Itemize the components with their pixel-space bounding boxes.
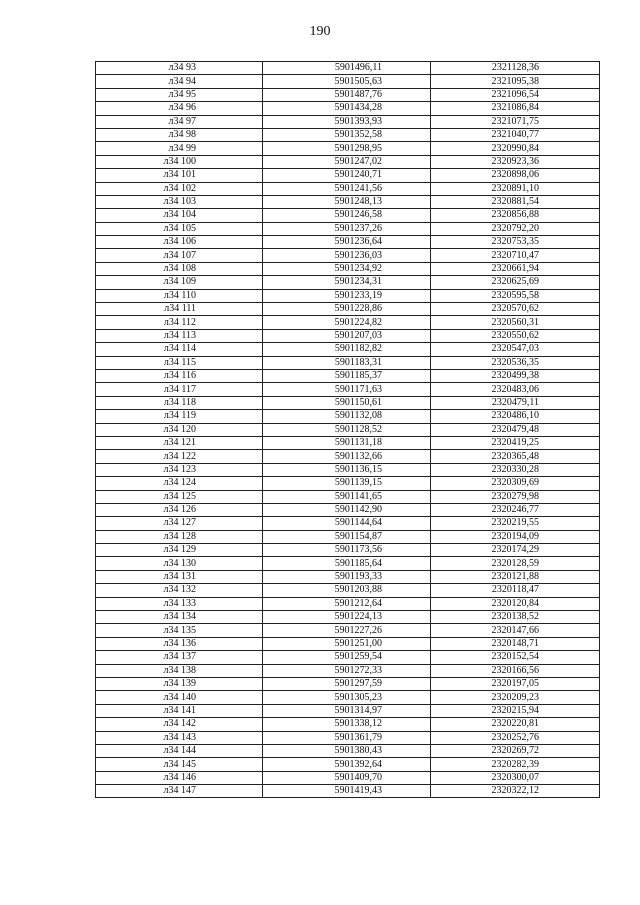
point-id-cell: л34 115 — [96, 356, 263, 369]
y-coordinate-cell: 2320419,25 — [431, 436, 600, 449]
point-id-cell: л34 118 — [96, 396, 263, 409]
x-coordinate-cell: 5901154,87 — [263, 530, 431, 543]
table-row — [96, 62, 600, 75]
table-row — [96, 490, 600, 503]
x-coordinate-cell: 5901234,92 — [263, 262, 431, 275]
point-id-cell: л34 125 — [96, 490, 263, 503]
table-row — [96, 463, 600, 476]
y-coordinate-cell: 2320898,06 — [431, 169, 600, 182]
table-row — [96, 182, 600, 195]
point-id-cell: л34 122 — [96, 450, 263, 463]
table-row — [96, 236, 600, 249]
point-id-cell: л34 111 — [96, 303, 263, 316]
x-coordinate-cell: 5901182,82 — [263, 343, 431, 356]
table-row — [96, 771, 600, 784]
y-coordinate-cell: 2320194,09 — [431, 530, 600, 543]
x-coordinate-cell: 5901142,90 — [263, 503, 431, 516]
x-coordinate-cell: 5901236,03 — [263, 249, 431, 262]
table-row — [96, 450, 600, 463]
point-id-cell: л34 123 — [96, 463, 263, 476]
x-coordinate-cell: 5901338,12 — [263, 718, 431, 731]
y-coordinate-cell: 2320486,10 — [431, 410, 600, 423]
point-id-cell: л34 104 — [96, 209, 263, 222]
x-coordinate-cell: 5901248,13 — [263, 195, 431, 208]
x-coordinate-cell: 5901131,18 — [263, 436, 431, 449]
x-coordinate-cell: 5901224,82 — [263, 316, 431, 329]
x-coordinate-cell: 5901212,64 — [263, 597, 431, 610]
y-coordinate-cell: 2320120,84 — [431, 597, 600, 610]
y-coordinate-cell: 2320322,12 — [431, 785, 600, 798]
point-id-cell: л34 134 — [96, 611, 263, 624]
point-id-cell: л34 102 — [96, 182, 263, 195]
x-coordinate-cell: 5901128,52 — [263, 423, 431, 436]
y-coordinate-cell: 2320570,62 — [431, 303, 600, 316]
x-coordinate-cell: 5901298,95 — [263, 142, 431, 155]
x-coordinate-cell: 5901259,54 — [263, 651, 431, 664]
y-coordinate-cell: 2320269,72 — [431, 744, 600, 757]
x-coordinate-cell: 5901361,79 — [263, 731, 431, 744]
y-coordinate-cell: 2320330,28 — [431, 463, 600, 476]
table-row — [96, 102, 600, 115]
x-coordinate-cell: 5901272,33 — [263, 664, 431, 677]
y-coordinate-cell: 2320209,23 — [431, 691, 600, 704]
point-id-cell: л34 141 — [96, 704, 263, 717]
point-id-cell: л34 112 — [96, 316, 263, 329]
y-coordinate-cell: 2320252,76 — [431, 731, 600, 744]
table-row — [96, 477, 600, 490]
x-coordinate-cell: 5901141,65 — [263, 490, 431, 503]
x-coordinate-cell: 5901305,23 — [263, 691, 431, 704]
y-coordinate-cell: 2321086,84 — [431, 102, 600, 115]
x-coordinate-cell: 5901193,33 — [263, 570, 431, 583]
x-coordinate-cell: 5901185,64 — [263, 557, 431, 570]
point-id-cell: л34 97 — [96, 115, 263, 128]
point-id-cell: л34 101 — [96, 169, 263, 182]
y-coordinate-cell: 2320923,36 — [431, 155, 600, 168]
point-id-cell: л34 99 — [96, 142, 263, 155]
y-coordinate-cell: 2320990,84 — [431, 142, 600, 155]
y-coordinate-cell: 2320148,71 — [431, 637, 600, 650]
y-coordinate-cell: 2320279,98 — [431, 490, 600, 503]
x-coordinate-cell: 5901380,43 — [263, 744, 431, 757]
table-row — [96, 169, 600, 182]
point-id-cell: л34 108 — [96, 262, 263, 275]
table-row — [96, 718, 600, 731]
point-id-cell: л34 127 — [96, 517, 263, 530]
coordinates-table — [95, 61, 600, 798]
x-coordinate-cell: 5901419,43 — [263, 785, 431, 798]
y-coordinate-cell: 2320547,03 — [431, 343, 600, 356]
y-coordinate-cell: 2320166,56 — [431, 664, 600, 677]
table-row — [96, 316, 600, 329]
y-coordinate-cell: 2320792,20 — [431, 222, 600, 235]
y-coordinate-cell: 2320246,77 — [431, 503, 600, 516]
x-coordinate-cell: 5901314,97 — [263, 704, 431, 717]
point-id-cell: л34 135 — [96, 624, 263, 637]
y-coordinate-cell: 2321128,36 — [431, 62, 600, 75]
point-id-cell: л34 146 — [96, 771, 263, 784]
y-coordinate-cell: 2320536,35 — [431, 356, 600, 369]
table-row — [96, 758, 600, 771]
y-coordinate-cell: 2320550,62 — [431, 329, 600, 342]
table-row — [96, 436, 600, 449]
y-coordinate-cell: 2320219,55 — [431, 517, 600, 530]
x-coordinate-cell: 5901297,59 — [263, 677, 431, 690]
point-id-cell: л34 119 — [96, 410, 263, 423]
x-coordinate-cell: 5901409,70 — [263, 771, 431, 784]
point-id-cell: л34 117 — [96, 383, 263, 396]
point-id-cell: л34 98 — [96, 128, 263, 141]
point-id-cell: л34 145 — [96, 758, 263, 771]
x-coordinate-cell: 5901251,00 — [263, 637, 431, 650]
table-row — [96, 289, 600, 302]
point-id-cell: л34 103 — [96, 195, 263, 208]
x-coordinate-cell: 5901139,15 — [263, 477, 431, 490]
y-coordinate-cell: 2320560,31 — [431, 316, 600, 329]
x-coordinate-cell: 5901496,11 — [263, 62, 431, 75]
table-row — [96, 637, 600, 650]
table-row — [96, 128, 600, 141]
y-coordinate-cell: 2321095,38 — [431, 75, 600, 88]
y-coordinate-cell: 2320753,35 — [431, 236, 600, 249]
y-coordinate-cell: 2320118,47 — [431, 584, 600, 597]
point-id-cell: л34 110 — [96, 289, 263, 302]
x-coordinate-cell: 5901352,58 — [263, 128, 431, 141]
point-id-cell: л34 136 — [96, 637, 263, 650]
point-id-cell: л34 129 — [96, 544, 263, 557]
y-coordinate-cell: 2320483,06 — [431, 383, 600, 396]
y-coordinate-cell: 2320197,05 — [431, 677, 600, 690]
y-coordinate-cell: 2320661,94 — [431, 262, 600, 275]
x-coordinate-cell: 5901144,64 — [263, 517, 431, 530]
x-coordinate-cell: 5901505,63 — [263, 75, 431, 88]
table-row — [96, 262, 600, 275]
table-row — [96, 677, 600, 690]
table-row — [96, 142, 600, 155]
table-row — [96, 75, 600, 88]
table-row — [96, 517, 600, 530]
point-id-cell: л34 147 — [96, 785, 263, 798]
x-coordinate-cell: 5901132,66 — [263, 450, 431, 463]
y-coordinate-cell: 2320300,07 — [431, 771, 600, 784]
table-row — [96, 597, 600, 610]
page-number: 190 — [309, 24, 331, 39]
x-coordinate-cell: 5901224,13 — [263, 611, 431, 624]
x-coordinate-cell: 5901240,71 — [263, 169, 431, 182]
y-coordinate-cell: 2320220,81 — [431, 718, 600, 731]
x-coordinate-cell: 5901203,88 — [263, 584, 431, 597]
y-coordinate-cell: 2320479,11 — [431, 396, 600, 409]
table-row — [96, 744, 600, 757]
point-id-cell: л34 131 — [96, 570, 263, 583]
point-id-cell: л34 106 — [96, 236, 263, 249]
x-coordinate-cell: 5901393,93 — [263, 115, 431, 128]
table-row — [96, 383, 600, 396]
point-id-cell: л34 113 — [96, 329, 263, 342]
x-coordinate-cell: 5901234,31 — [263, 276, 431, 289]
y-coordinate-cell: 2320881,54 — [431, 195, 600, 208]
y-coordinate-cell: 2320625,69 — [431, 276, 600, 289]
point-id-cell: л34 114 — [96, 343, 263, 356]
point-id-cell: л34 105 — [96, 222, 263, 235]
x-coordinate-cell: 5901392,64 — [263, 758, 431, 771]
point-id-cell: л34 93 — [96, 62, 263, 75]
point-id-cell: л34 116 — [96, 369, 263, 382]
x-coordinate-cell: 5901487,76 — [263, 88, 431, 101]
table-row — [96, 691, 600, 704]
x-coordinate-cell: 5901247,02 — [263, 155, 431, 168]
point-id-cell: л34 128 — [96, 530, 263, 543]
x-coordinate-cell: 5901173,56 — [263, 544, 431, 557]
point-id-cell: л34 107 — [96, 249, 263, 262]
table-row — [96, 503, 600, 516]
table-row — [96, 369, 600, 382]
y-coordinate-cell: 2320479,48 — [431, 423, 600, 436]
x-coordinate-cell: 5901246,58 — [263, 209, 431, 222]
table-row — [96, 731, 600, 744]
table-row — [96, 651, 600, 664]
y-coordinate-cell: 2321071,75 — [431, 115, 600, 128]
x-coordinate-cell: 5901227,26 — [263, 624, 431, 637]
table-row — [96, 423, 600, 436]
y-coordinate-cell: 2321040,77 — [431, 128, 600, 141]
table-row — [96, 584, 600, 597]
table-row — [96, 303, 600, 316]
x-coordinate-cell: 5901241,56 — [263, 182, 431, 195]
x-coordinate-cell: 5901237,26 — [263, 222, 431, 235]
y-coordinate-cell: 2320309,69 — [431, 477, 600, 490]
x-coordinate-cell: 5901236,64 — [263, 236, 431, 249]
x-coordinate-cell: 5901136,15 — [263, 463, 431, 476]
x-coordinate-cell: 5901132,08 — [263, 410, 431, 423]
table-row — [96, 276, 600, 289]
x-coordinate-cell: 5901434,28 — [263, 102, 431, 115]
point-id-cell: л34 120 — [96, 423, 263, 436]
table-row — [96, 544, 600, 557]
point-id-cell: л34 140 — [96, 691, 263, 704]
table-row — [96, 249, 600, 262]
table-row — [96, 88, 600, 101]
point-id-cell: л34 130 — [96, 557, 263, 570]
point-id-cell: л34 121 — [96, 436, 263, 449]
table-row — [96, 785, 600, 798]
table-row — [96, 570, 600, 583]
table-row — [96, 329, 600, 342]
y-coordinate-cell: 2320128,59 — [431, 557, 600, 570]
point-id-cell: л34 96 — [96, 102, 263, 115]
point-id-cell: л34 95 — [96, 88, 263, 101]
table-row — [96, 410, 600, 423]
y-coordinate-cell: 2321096,54 — [431, 88, 600, 101]
y-coordinate-cell: 2320856,88 — [431, 209, 600, 222]
point-id-cell: л34 139 — [96, 677, 263, 690]
point-id-cell: л34 138 — [96, 664, 263, 677]
y-coordinate-cell: 2320499,38 — [431, 369, 600, 382]
x-coordinate-cell: 5901228,86 — [263, 303, 431, 316]
table-row — [96, 611, 600, 624]
x-coordinate-cell: 5901150,61 — [263, 396, 431, 409]
table-row — [96, 343, 600, 356]
y-coordinate-cell: 2320147,66 — [431, 624, 600, 637]
point-id-cell: л34 137 — [96, 651, 263, 664]
point-id-cell: л34 109 — [96, 276, 263, 289]
table-row — [96, 530, 600, 543]
y-coordinate-cell: 2320174,29 — [431, 544, 600, 557]
y-coordinate-cell: 2320138,52 — [431, 611, 600, 624]
point-id-cell: л34 144 — [96, 744, 263, 757]
table-row — [96, 356, 600, 369]
x-coordinate-cell: 5901233,19 — [263, 289, 431, 302]
y-coordinate-cell: 2320365,48 — [431, 450, 600, 463]
table-row — [96, 209, 600, 222]
y-coordinate-cell: 2320215,94 — [431, 704, 600, 717]
y-coordinate-cell: 2320891,10 — [431, 182, 600, 195]
table-row — [96, 396, 600, 409]
table-row — [96, 557, 600, 570]
table-row — [96, 222, 600, 235]
point-id-cell: л34 143 — [96, 731, 263, 744]
table-row — [96, 704, 600, 717]
point-id-cell: л34 94 — [96, 75, 263, 88]
table-row — [96, 195, 600, 208]
coordinates-table-body — [96, 62, 600, 798]
point-id-cell: л34 100 — [96, 155, 263, 168]
y-coordinate-cell: 2320282,39 — [431, 758, 600, 771]
table-row — [96, 155, 600, 168]
table-row — [96, 664, 600, 677]
y-coordinate-cell: 2320595,58 — [431, 289, 600, 302]
y-coordinate-cell: 2320152,54 — [431, 651, 600, 664]
y-coordinate-cell: 2320121,88 — [431, 570, 600, 583]
y-coordinate-cell: 2320710,47 — [431, 249, 600, 262]
point-id-cell: л34 142 — [96, 718, 263, 731]
point-id-cell: л34 133 — [96, 597, 263, 610]
x-coordinate-cell: 5901183,31 — [263, 356, 431, 369]
x-coordinate-cell: 5901185,37 — [263, 369, 431, 382]
table-row — [96, 115, 600, 128]
point-id-cell: л34 132 — [96, 584, 263, 597]
point-id-cell: л34 124 — [96, 477, 263, 490]
point-id-cell: л34 126 — [96, 503, 263, 516]
table-row — [96, 624, 600, 637]
x-coordinate-cell: 5901171,63 — [263, 383, 431, 396]
x-coordinate-cell: 5901207,03 — [263, 329, 431, 342]
